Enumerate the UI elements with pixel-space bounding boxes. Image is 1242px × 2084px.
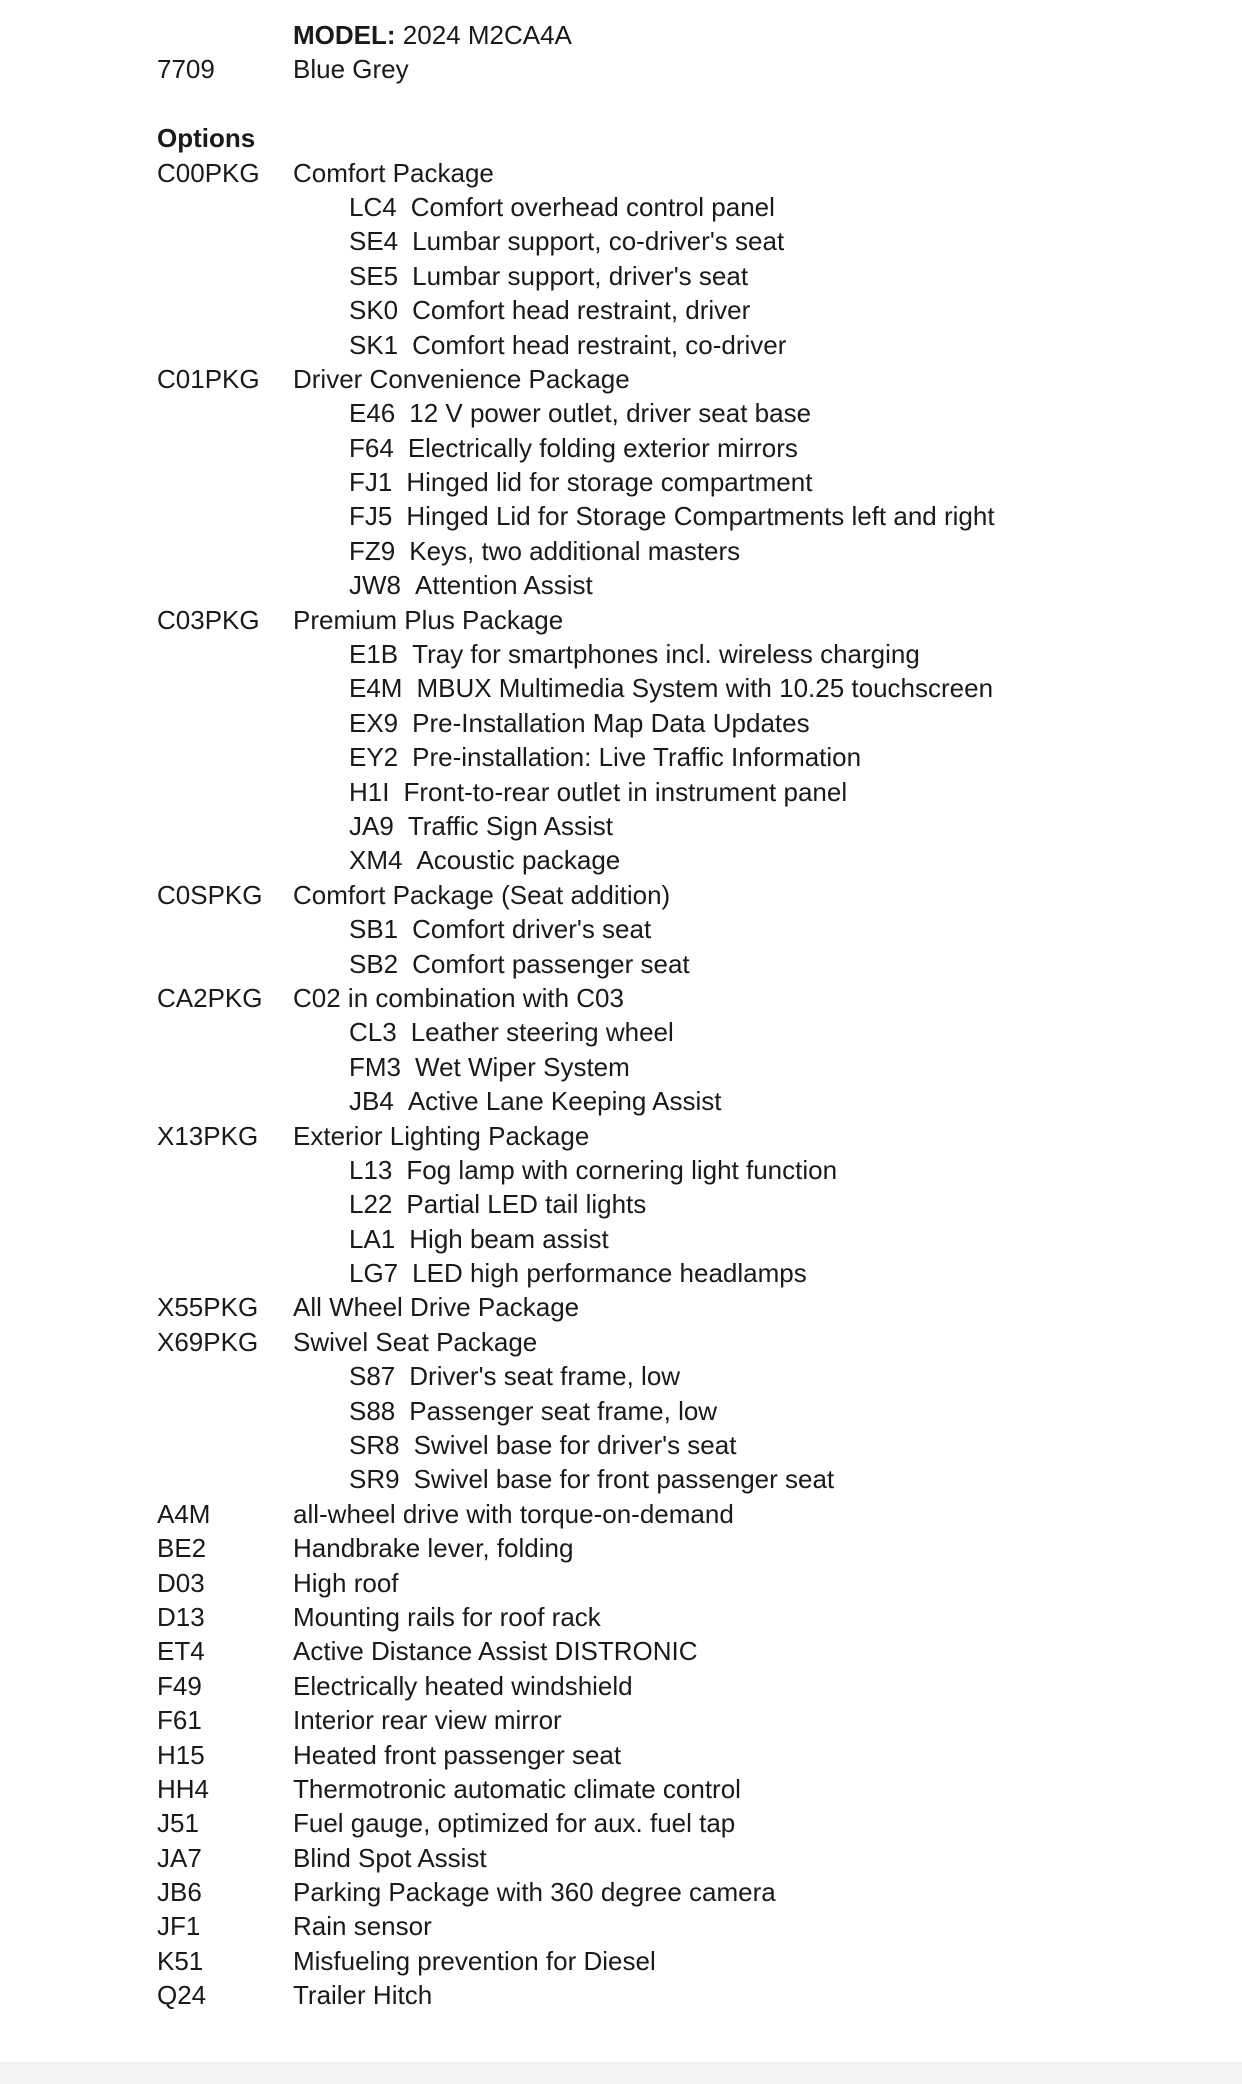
- package-item-code: F64: [349, 432, 394, 463]
- package-item: [349, 809, 613, 843]
- package-item-row: [157, 465, 1217, 499]
- package-item: [349, 431, 798, 465]
- option-code: JF1: [157, 1911, 201, 1942]
- option-code: K51: [157, 1945, 204, 1976]
- package-item-desc: Passenger seat frame, low: [409, 1395, 718, 1426]
- option-code: D03: [157, 1567, 205, 1598]
- option-row: [157, 1738, 1217, 1772]
- package-row: [157, 603, 1217, 637]
- package-item-code: FJ1: [349, 467, 393, 498]
- package-item: [349, 740, 861, 774]
- package-item-code: L13: [349, 1154, 393, 1185]
- package-item-row: [157, 1084, 1217, 1118]
- package-item-row: [157, 637, 1217, 671]
- option-desc: Handbrake lever, folding: [293, 1533, 574, 1564]
- package-item: [349, 1187, 646, 1221]
- package-code: X55PKG: [157, 1292, 259, 1323]
- package-item-row: [157, 499, 1217, 533]
- spacer: [157, 87, 1217, 121]
- option-code: JA7: [157, 1842, 202, 1873]
- package-item-code: LC4: [349, 191, 397, 222]
- package-item: [349, 1153, 837, 1187]
- option-row: [157, 1978, 1217, 2012]
- package-item: [349, 671, 993, 705]
- package-item-row: [157, 1462, 1217, 1496]
- package-item-code: E1B: [349, 639, 399, 670]
- package-item-row: [157, 912, 1217, 946]
- option-row: [157, 1566, 1217, 1600]
- package-item-code: CL3: [349, 1017, 397, 1048]
- package-item-desc: Pre-Installation Map Data Updates: [412, 707, 810, 738]
- package-item-row: [157, 706, 1217, 740]
- package-item: [349, 1394, 717, 1428]
- package-item-row: [157, 1187, 1217, 1221]
- package-item-row: [157, 1359, 1217, 1393]
- option-sheet: [157, 18, 1217, 2013]
- package-item: [349, 843, 620, 877]
- option-code: F49: [157, 1670, 202, 1701]
- package-item-row: [157, 947, 1217, 981]
- package-item-code: FZ9: [349, 535, 396, 566]
- package-item-row: [157, 534, 1217, 568]
- package-row: [157, 878, 1217, 912]
- package-item: [349, 706, 810, 740]
- package-item-code: S87: [349, 1361, 396, 1392]
- package-item-code: SK1: [349, 329, 399, 360]
- package-item: [349, 1050, 630, 1084]
- package-item-code: E4M: [349, 673, 403, 704]
- package-code: CA2PKG: [157, 982, 263, 1013]
- package-item: [349, 396, 811, 430]
- option-row: [157, 1703, 1217, 1737]
- package-item-desc: Pre-installation: Live Traffic Information: [412, 742, 862, 773]
- option-code: F61: [157, 1705, 202, 1736]
- package-row: [157, 1290, 1217, 1324]
- package-item-desc: Lumbar support, co-driver's seat: [412, 226, 785, 257]
- package-item-code: JA9: [349, 810, 394, 841]
- option-row: [157, 1875, 1217, 1909]
- package-item-code: E46: [349, 398, 396, 429]
- option-row: [157, 1841, 1217, 1875]
- package-code: C01PKG: [157, 363, 260, 394]
- package-item-row: [157, 1050, 1217, 1084]
- option-row: [157, 1634, 1217, 1668]
- package-item-row: [157, 671, 1217, 705]
- option-row: [157, 1772, 1217, 1806]
- package-item: [349, 499, 995, 533]
- package-item-desc: Active Lane Keeping Assist: [407, 1086, 722, 1117]
- package-item-desc: Swivel base for front passenger seat: [413, 1464, 835, 1495]
- package-item-code: EY2: [349, 742, 399, 773]
- package-item-row: [157, 1428, 1217, 1462]
- color-row: [157, 52, 1217, 86]
- package-item-desc: Comfort head restraint, driver: [412, 295, 751, 326]
- package-item-row: [157, 568, 1217, 602]
- package-item-desc: Electrically folding exterior mirrors: [407, 432, 798, 463]
- option-row: [157, 1944, 1217, 1978]
- package-item-code: EX9: [349, 707, 399, 738]
- package-code: X13PKG: [157, 1120, 259, 1151]
- package-code: C00PKG: [157, 157, 260, 188]
- package-code: C03PKG: [157, 604, 260, 635]
- package-item-row: [157, 809, 1217, 843]
- option-code: JB6: [157, 1877, 202, 1908]
- option-code: Q24: [157, 1980, 207, 2011]
- package-item-row: [157, 328, 1217, 362]
- package-row: [157, 1325, 1217, 1359]
- package-item-desc: MBUX Multimedia System with 10.25 touchscreen: [416, 673, 994, 704]
- package-item-row: [157, 431, 1217, 465]
- package-item-desc: Leather steering wheel: [410, 1017, 674, 1048]
- package-item-code: FM3: [349, 1051, 401, 1082]
- package-item-desc: Swivel base for driver's seat: [413, 1430, 737, 1461]
- package-item-desc: Partial LED tail lights: [406, 1189, 647, 1220]
- package-item: [349, 1359, 680, 1393]
- option-desc: Parking Package with 360 degree camera: [293, 1877, 776, 1908]
- option-code: D13: [157, 1601, 205, 1632]
- package-item: [349, 1015, 674, 1049]
- package-item-code: SR9: [349, 1464, 400, 1495]
- package-item-code: SB2: [349, 948, 399, 979]
- option-row: [157, 1600, 1217, 1634]
- option-row: [157, 1669, 1217, 1703]
- package-item-code: SR8: [349, 1430, 400, 1461]
- package-item-desc: Comfort overhead control panel: [410, 191, 775, 222]
- option-row: [157, 1909, 1217, 1943]
- package-item-code: SE5: [349, 260, 399, 291]
- option-desc: Rain sensor: [293, 1911, 432, 1942]
- package-item-desc: Keys, two additional masters: [409, 535, 741, 566]
- option-desc: Misfueling prevention for Diesel: [293, 1945, 656, 1976]
- option-code: J51: [157, 1808, 199, 1839]
- package-row: [157, 1119, 1217, 1153]
- package-item-desc: Comfort passenger seat: [412, 948, 690, 979]
- package-item-row: [157, 775, 1217, 809]
- package-name: Exterior Lighting Package: [293, 1120, 590, 1151]
- package-item-desc: Hinged lid for storage compartment: [406, 467, 813, 498]
- package-item: [349, 568, 593, 602]
- package-name: Comfort Package: [293, 157, 494, 188]
- package-item-desc: Comfort driver's seat: [412, 914, 652, 945]
- package-item-desc: LED high performance headlamps: [412, 1258, 807, 1289]
- package-name: Driver Convenience Package: [293, 363, 630, 394]
- package-name: C02 in combination with C03: [293, 982, 624, 1013]
- package-item-desc: Wet Wiper System: [415, 1051, 630, 1082]
- package-item-code: SE4: [349, 226, 399, 257]
- option-desc: Interior rear view mirror: [293, 1705, 562, 1736]
- package-item-code: S88: [349, 1395, 396, 1426]
- package-row: [157, 981, 1217, 1015]
- package-item-code: L22: [349, 1189, 393, 1220]
- package-item: [349, 293, 750, 327]
- package-item-desc: 12 V power outlet, driver seat base: [409, 398, 812, 429]
- package-item: [349, 1222, 609, 1256]
- package-item-code: H1I: [349, 776, 390, 807]
- color-name: Blue Grey: [293, 54, 409, 85]
- package-item-desc: Comfort head restraint, co-driver: [412, 329, 787, 360]
- package-item-desc: Tray for smartphones incl. wireless charging: [412, 639, 920, 670]
- package-item: [349, 465, 812, 499]
- package-item: [349, 947, 690, 981]
- model-value: 2024 M2CA4A: [402, 20, 572, 50]
- package-item-code: SB1: [349, 914, 399, 945]
- package-item-row: [157, 1222, 1217, 1256]
- package-item: [349, 259, 748, 293]
- package-item-desc: Front-to-rear outlet in instrument panel: [403, 776, 848, 807]
- model-label: MODEL:: [293, 20, 396, 50]
- package-item-row: [157, 190, 1217, 224]
- option-desc: Blind Spot Assist: [293, 1842, 487, 1873]
- package-item-desc: Fog lamp with cornering light function: [406, 1154, 838, 1185]
- package-code: C0SPKG: [157, 879, 263, 910]
- option-desc: Heated front passenger seat: [293, 1739, 622, 1770]
- package-item-row: [157, 293, 1217, 327]
- option-desc: Active Distance Assist DISTRONIC: [293, 1636, 698, 1667]
- package-item-code: XM4: [349, 845, 403, 876]
- package-item-row: [157, 1015, 1217, 1049]
- package-item-desc: Attention Assist: [415, 570, 593, 601]
- package-list: [157, 156, 1217, 1497]
- options-heading: Options: [157, 123, 256, 154]
- package-item-row: [157, 1153, 1217, 1187]
- option-desc: Fuel gauge, optimized for aux. fuel tap: [293, 1808, 736, 1839]
- package-item: [349, 775, 847, 809]
- package-item: [349, 534, 740, 568]
- option-desc: Electrically heated windshield: [293, 1670, 633, 1701]
- package-item-desc: Lumbar support, driver's seat: [412, 260, 749, 291]
- options-heading-row: [157, 121, 1217, 155]
- option-desc: Mounting rails for roof rack: [293, 1601, 601, 1632]
- package-item-code: SK0: [349, 295, 399, 326]
- package-item-row: [157, 740, 1217, 774]
- package-item-desc: Driver's seat frame, low: [409, 1361, 681, 1392]
- option-desc: Thermotronic automatic climate control: [293, 1773, 741, 1804]
- option-row: [157, 1497, 1217, 1531]
- package-row: [157, 362, 1217, 396]
- package-item-row: [157, 843, 1217, 877]
- package-name: Swivel Seat Package: [293, 1326, 538, 1357]
- package-item-desc: Hinged Lid for Storage Compartments left and right: [406, 501, 995, 532]
- package-item-row: [157, 1394, 1217, 1428]
- package-item-row: [157, 396, 1217, 430]
- package-name: All Wheel Drive Package: [293, 1292, 580, 1323]
- package-item-code: JB4: [349, 1086, 394, 1117]
- package-code: X69PKG: [157, 1326, 259, 1357]
- option-desc: all-wheel drive with torque-on-demand: [293, 1498, 734, 1529]
- color-code: 7709: [157, 54, 215, 85]
- option-row: [157, 1531, 1217, 1565]
- option-list: [157, 1497, 1217, 2013]
- package-item-desc: Acoustic package: [416, 845, 621, 876]
- option-desc: Trailer Hitch: [293, 1980, 433, 2011]
- package-item-code: LA1: [349, 1223, 396, 1254]
- package-item-code: LG7: [349, 1258, 399, 1289]
- package-item: [349, 1256, 807, 1290]
- bottom-band: [0, 2062, 1242, 2084]
- option-code: A4M: [157, 1498, 211, 1529]
- option-row: [157, 1806, 1217, 1840]
- package-item: [349, 1084, 721, 1118]
- package-item-row: [157, 1256, 1217, 1290]
- model-row: [157, 18, 1217, 52]
- package-item-desc: High beam assist: [409, 1223, 609, 1254]
- package-row: [157, 156, 1217, 190]
- package-item-code: JW8: [349, 570, 401, 601]
- package-item: [349, 224, 784, 258]
- package-item: [349, 190, 775, 224]
- package-name: Comfort Package (Seat addition): [293, 879, 671, 910]
- option-code: HH4: [157, 1773, 210, 1804]
- package-item-code: FJ5: [349, 501, 393, 532]
- option-code: ET4: [157, 1636, 205, 1667]
- option-desc: High roof: [293, 1567, 399, 1598]
- option-code: H15: [157, 1739, 205, 1770]
- package-name: Premium Plus Package: [293, 604, 564, 635]
- package-item-row: [157, 224, 1217, 258]
- option-code: BE2: [157, 1533, 207, 1564]
- package-item: [349, 637, 920, 671]
- package-item: [349, 912, 651, 946]
- package-item-desc: Traffic Sign Assist: [407, 810, 613, 841]
- package-item: [349, 1428, 736, 1462]
- package-item: [349, 328, 786, 362]
- package-item: [349, 1462, 834, 1496]
- package-item-row: [157, 259, 1217, 293]
